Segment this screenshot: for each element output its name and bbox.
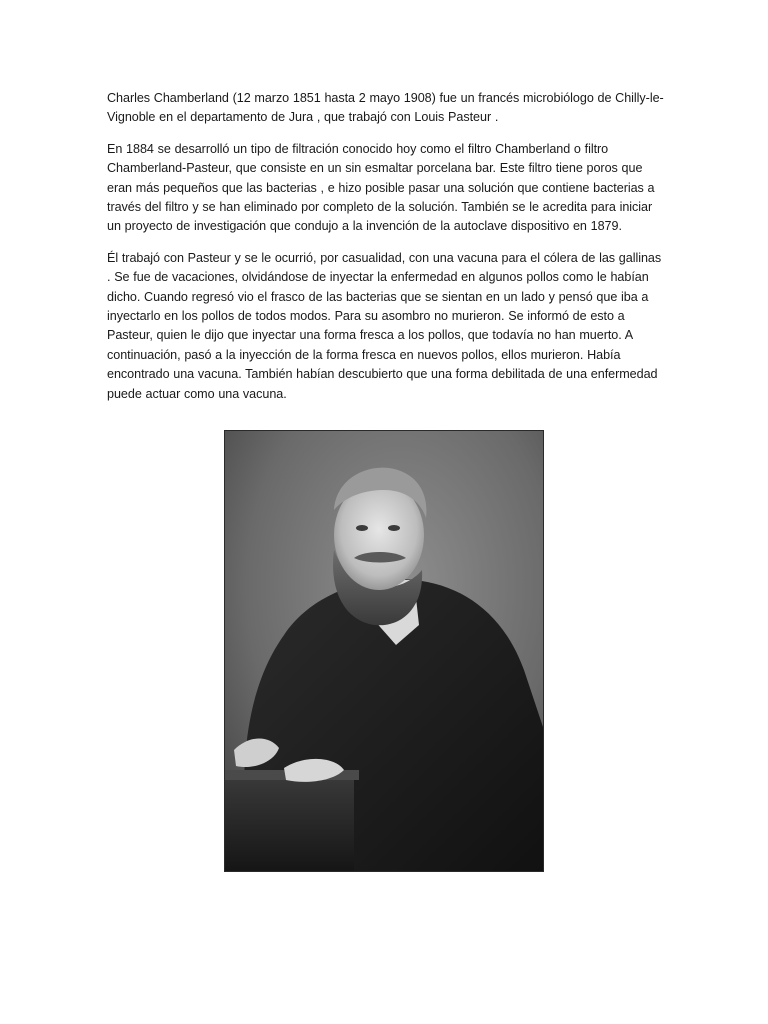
paragraph-vaccine: Él trabajó con Pasteur y se le ocurrió, por casualidad, con una vacuna para el cólera de las gallinas . Se fue de vacaciones, olvidándose de inyectar la enfermedad en algunos pollos como le habían dicho. Cuando regresó vio el frasco de las bacterias que se sientan en un lado y pensó que iba a inyectarlo en los pollos de todos modos. Para su asombro no murieron. Se informó de esto a Pasteur, quien le dijo que inyectar una forma fresca a los pollos, que todavía no han muerto. A continuación, pasó a la inyección de la forma fresca en nuevos pollos, ellos murieron. Había encontrado una vacuna. También habían descubierto que una forma debilitada de una enfermedad puede actuar como una vacuna. [107, 250, 662, 401]
paragraph-intro: Charles Chamberland (12 marzo 1851 hasta 2 mayo 1908) fue un francés microbiólogo de Chilly-le-Vignoble en el departamento de Jura , que trabajó con Louis Pasteur . [107, 91, 664, 125]
portrait-illustration [224, 430, 544, 872]
body-text [107, 89, 667, 416]
paragraph-filter: En 1884 se desarrolló un tipo de filtración conocido hoy como el filtro Chamberland o filtro Chamberland-Pasteur, que consiste en un sin esmaltar porcelana bar. Este filtro tiene poros que eran más pequeños que las bacterias , e hizo posible pasar una solución que contiene bacterias a través del filtro y se han eliminado por completo de la solución. También se le acredita para iniciar un proyecto de investigación que condujo a la invención de la autoclave dispositivo en 1879. [107, 141, 655, 234]
portrait-photo [224, 430, 544, 872]
